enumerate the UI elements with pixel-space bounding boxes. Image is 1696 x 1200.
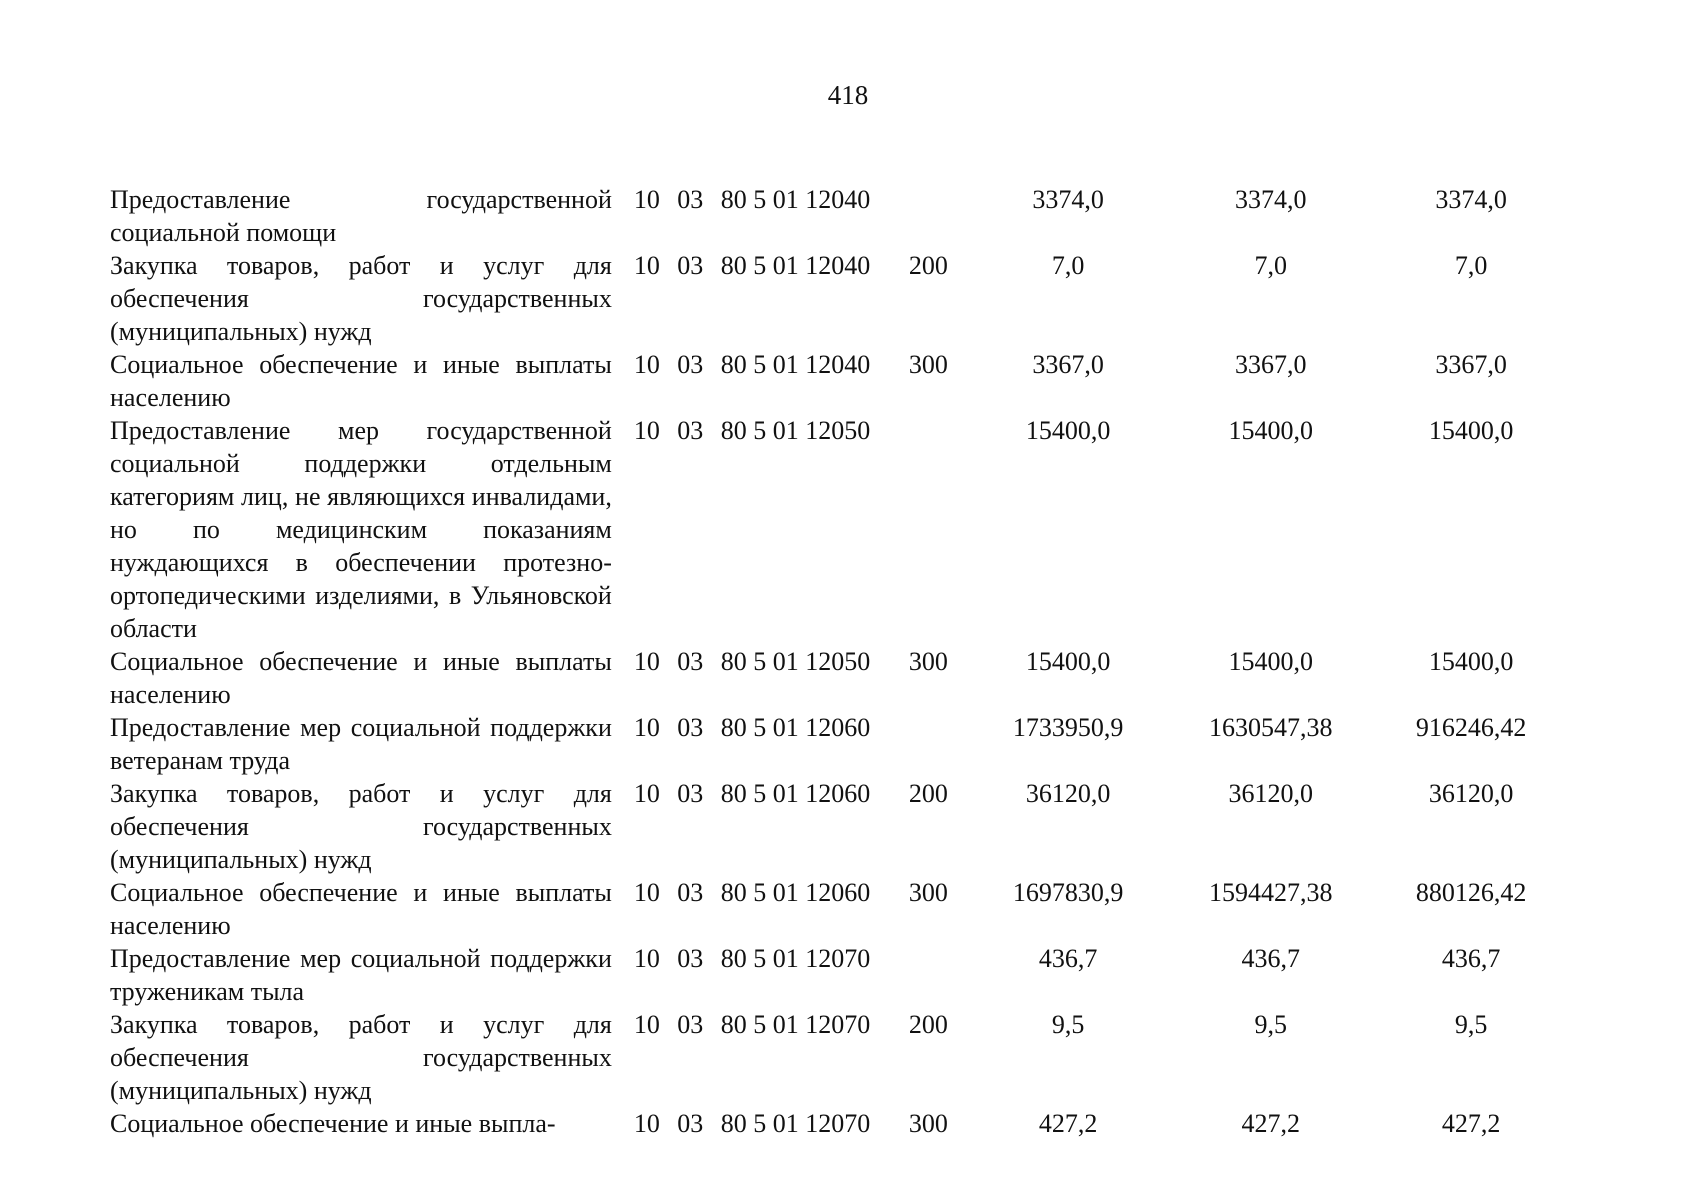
subsection-code: 03 xyxy=(677,944,704,973)
amount-year-3: 916246,42 xyxy=(1415,713,1527,742)
subsection-code: 03 xyxy=(677,1010,704,1039)
table-row xyxy=(110,876,1570,942)
table-row xyxy=(110,414,1570,645)
amount-year-2: 7,0 xyxy=(1254,251,1288,280)
amount-year-3: 36120,0 xyxy=(1428,779,1514,808)
subsection-code: 03 xyxy=(677,185,704,214)
amount-year-1: 1733950,9 xyxy=(1012,713,1124,742)
amount-year-1: 427,2 xyxy=(1038,1109,1098,1138)
item-name: Социальное обеспечение и иные выплаты населению xyxy=(110,350,612,412)
target-article-code: 80 5 01 12040 xyxy=(720,350,871,379)
table-row xyxy=(110,183,1570,249)
item-name: Закупка товаров, работ и услуг для обеспечения государственных (муниципальных) нужд xyxy=(110,779,612,874)
section-code: 10 xyxy=(633,1010,660,1039)
amount-year-3: 436,7 xyxy=(1441,944,1501,973)
expense-type-code: 300 xyxy=(908,878,948,907)
target-article-code: 80 5 01 12040 xyxy=(720,251,871,280)
expense-type-code: 300 xyxy=(908,350,948,379)
amount-year-3: 3374,0 xyxy=(1435,185,1507,214)
item-name: Социальное обеспечение и иные выплаты населению xyxy=(110,878,612,940)
amount-year-2: 1594427,38 xyxy=(1209,878,1333,907)
target-article-code: 80 5 01 12060 xyxy=(720,713,871,742)
target-article-code: 80 5 01 12070 xyxy=(720,1010,871,1039)
amount-year-3: 3367,0 xyxy=(1435,350,1507,379)
target-article-code: 80 5 01 12060 xyxy=(720,779,871,808)
table-row xyxy=(110,777,1570,876)
amount-year-1: 3374,0 xyxy=(1032,185,1104,214)
item-name: Предоставление мер социальной поддержки труженикам тыла xyxy=(110,944,612,1006)
expense-type-code: 200 xyxy=(908,779,948,808)
amount-year-2: 1630547,38 xyxy=(1209,713,1333,742)
target-article-code: 80 5 01 12060 xyxy=(720,878,871,907)
table-row xyxy=(110,1008,1570,1107)
section-code: 10 xyxy=(633,1109,660,1138)
section-code: 10 xyxy=(633,878,660,907)
subsection-code: 03 xyxy=(677,713,704,742)
target-article-code: 80 5 01 12070 xyxy=(720,944,871,973)
amount-year-2: 9,5 xyxy=(1254,1010,1288,1039)
table-row xyxy=(110,942,1570,1008)
subsection-code: 03 xyxy=(677,350,704,379)
subsection-code: 03 xyxy=(677,251,704,280)
amount-year-1: 15400,0 xyxy=(1025,647,1111,676)
amount-year-1: 36120,0 xyxy=(1025,779,1111,808)
section-code: 10 xyxy=(633,251,660,280)
subsection-code: 03 xyxy=(677,416,704,445)
item-name: Предоставление мер государственной социальной поддержки отдельным категориям лиц, не являющихся инвалидами, но по медицинским показаниям нуждающихся в обеспечении протезно-ортопедическими изделиями, в Ульяновской области xyxy=(110,416,612,643)
amount-year-3: 427,2 xyxy=(1441,1109,1501,1138)
subsection-code: 03 xyxy=(677,647,704,676)
amount-year-1: 3367,0 xyxy=(1032,350,1104,379)
section-code: 10 xyxy=(633,350,660,379)
budget-table xyxy=(110,183,1570,1140)
subsection-code: 03 xyxy=(677,779,704,808)
target-article-code: 80 5 01 12040 xyxy=(720,185,871,214)
amount-year-1: 1697830,9 xyxy=(1012,878,1124,907)
table-row xyxy=(110,645,1570,711)
target-article-code: 80 5 01 12070 xyxy=(720,1109,871,1138)
amount-year-1: 436,7 xyxy=(1038,944,1098,973)
amount-year-2: 427,2 xyxy=(1241,1109,1301,1138)
amount-year-3: 15400,0 xyxy=(1428,416,1514,445)
subsection-code: 03 xyxy=(677,878,704,907)
section-code: 10 xyxy=(633,944,660,973)
subsection-code: 03 xyxy=(677,1109,704,1138)
amount-year-1: 9,5 xyxy=(1051,1010,1085,1039)
table-row xyxy=(110,348,1570,414)
amount-year-3: 7,0 xyxy=(1454,251,1488,280)
amount-year-1: 15400,0 xyxy=(1025,416,1111,445)
expense-type-code: 300 xyxy=(908,647,948,676)
item-name: Социальное обеспечение и иные выпла- xyxy=(110,1109,556,1138)
target-article-code: 80 5 01 12050 xyxy=(720,647,871,676)
item-name: Предоставление мер социальной поддержки ветеранам труда xyxy=(110,713,612,775)
target-article-code: 80 5 01 12050 xyxy=(720,416,871,445)
amount-year-3: 880126,42 xyxy=(1415,878,1527,907)
amount-year-2: 3367,0 xyxy=(1235,350,1307,379)
amount-year-1: 7,0 xyxy=(1051,251,1085,280)
expense-type-code: 300 xyxy=(908,1109,948,1138)
amount-year-2: 3374,0 xyxy=(1235,185,1307,214)
expense-type-code: 200 xyxy=(908,1010,948,1039)
section-code: 10 xyxy=(633,185,660,214)
amount-year-2: 436,7 xyxy=(1241,944,1301,973)
amount-year-2: 15400,0 xyxy=(1228,647,1314,676)
page-number: 418 xyxy=(827,80,869,110)
amount-year-2: 15400,0 xyxy=(1228,416,1314,445)
item-name: Предоставление государственной социальной помощи xyxy=(110,185,612,247)
section-code: 10 xyxy=(633,416,660,445)
item-name: Закупка товаров, работ и услуг для обеспечения государственных (муниципальных) нужд xyxy=(110,1010,612,1105)
table-row xyxy=(110,249,1570,348)
table-row xyxy=(110,1107,1570,1140)
section-code: 10 xyxy=(633,647,660,676)
amount-year-3: 15400,0 xyxy=(1428,647,1514,676)
amount-year-2: 36120,0 xyxy=(1228,779,1314,808)
section-code: 10 xyxy=(633,713,660,742)
item-name: Социальное обеспечение и иные выплаты населению xyxy=(110,647,612,709)
amount-year-3: 9,5 xyxy=(1454,1010,1488,1039)
expense-type-code: 200 xyxy=(908,251,948,280)
section-code: 10 xyxy=(633,779,660,808)
item-name: Закупка товаров, работ и услуг для обеспечения государственных (муниципальных) нужд xyxy=(110,251,612,346)
table-row xyxy=(110,711,1570,777)
